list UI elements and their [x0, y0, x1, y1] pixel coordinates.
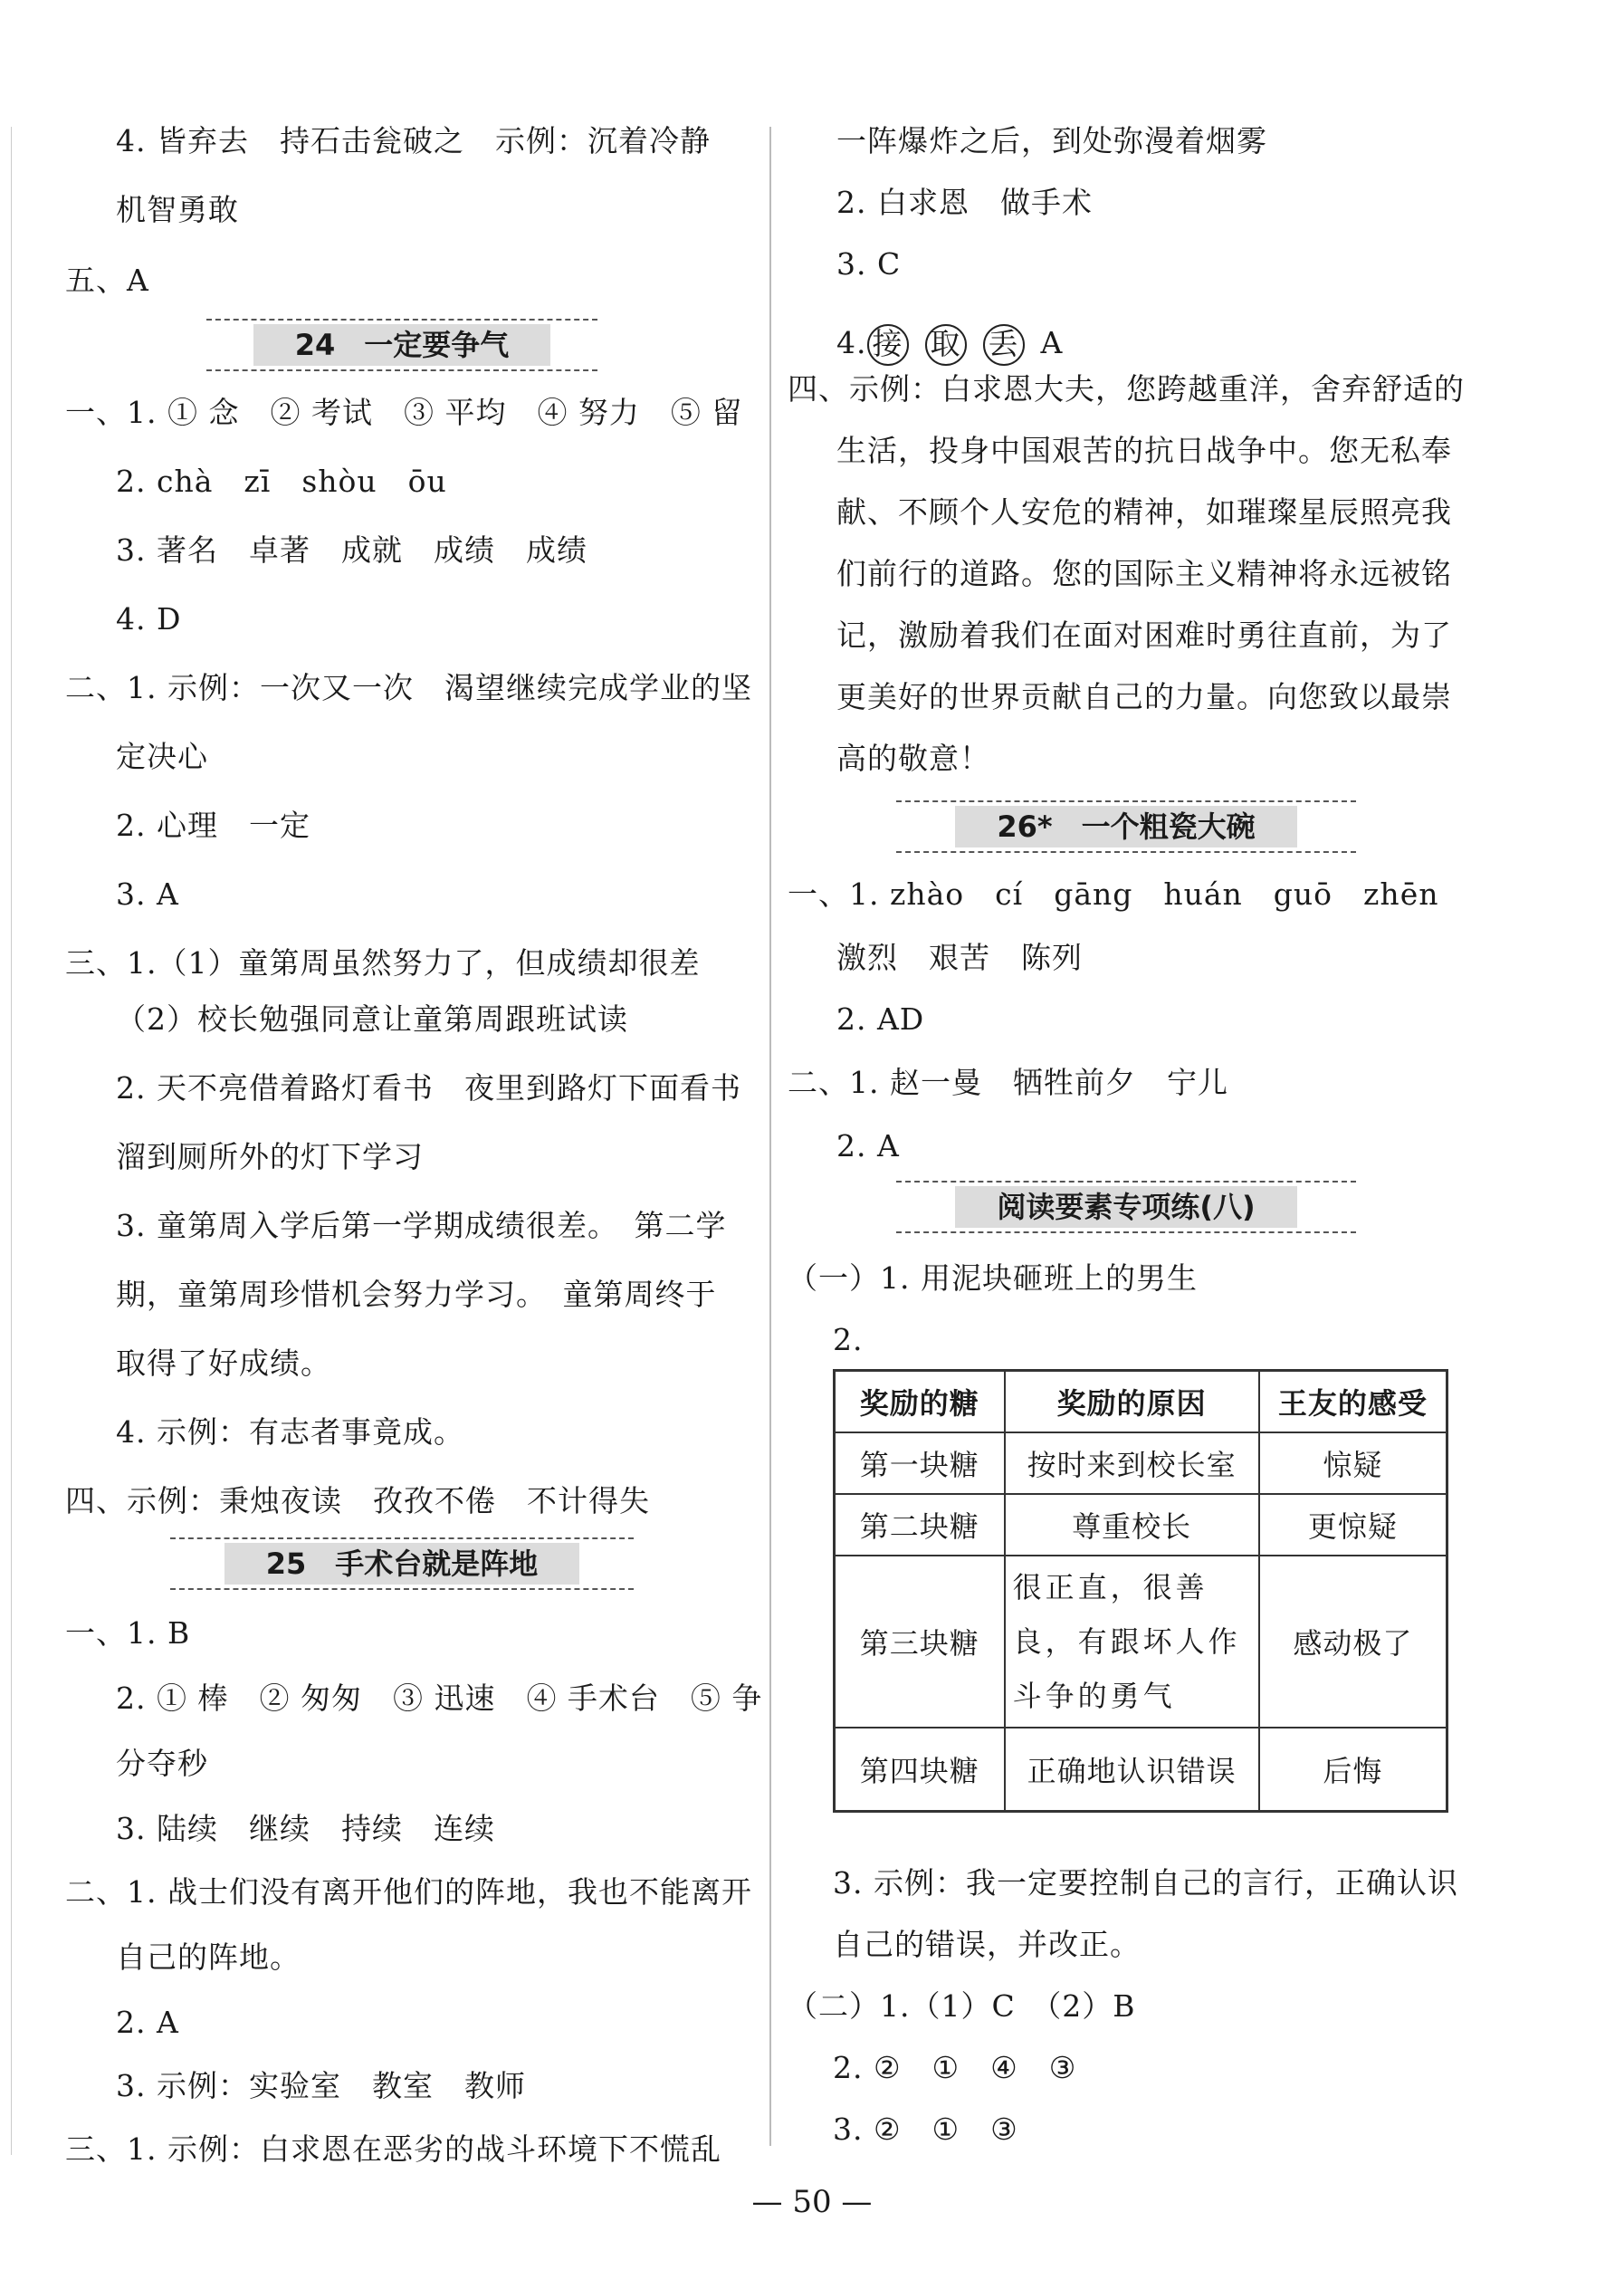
answer-line: 自己的错误，并改正。 — [833, 1927, 1141, 1962]
answer-line: 2. 白求恩 做手术 — [836, 185, 1093, 220]
answer-line: 3. 示例：实验室 教室 教师 — [116, 2068, 526, 2103]
table-cell: 感动极了 — [1259, 1556, 1447, 1728]
answer-line: 2. 心理 一定 — [116, 808, 310, 843]
answer-line: 4. D — [116, 601, 182, 637]
item-answer: A — [1040, 325, 1064, 360]
answer-line: 分夺秒 — [116, 1746, 208, 1781]
answer-line: 献、不顾个人安危的精神，如璀璨星辰照亮我 — [836, 494, 1452, 530]
answer-line: 4. 皆弃去 持石击瓮破之 示例：沉着冷静 — [116, 123, 711, 158]
answer-line: 更美好的世界贡献自己的力量。向您致以最崇 — [836, 679, 1452, 714]
table-cell: 第三块糖 — [835, 1556, 1005, 1728]
section-heading-label: 25 手术台就是阵地 — [224, 1543, 580, 1585]
answer-line: 取得了好成绩。 — [116, 1345, 331, 1381]
table-cell: 后悔 — [1259, 1728, 1447, 1812]
answer-line: 机智勇敢 — [116, 192, 239, 227]
section-heading-24 — [206, 319, 597, 371]
answer-line: 自己的阵地。 — [116, 1939, 301, 1975]
answer-line: 2. ② ① ④ ③ — [833, 2050, 1077, 2085]
table-cell: 惊疑 — [1259, 1432, 1447, 1494]
answer-line: 2. ① 棒 ② 匆匆 ③ 迅速 ④ 手术台 ⑤ 争 — [116, 1681, 763, 1716]
answer-line: 溜到厕所外的灯下学习 — [116, 1139, 424, 1174]
answer-line: 生活，投身中国艰苦的抗日战争中。您无私奉 — [836, 433, 1452, 468]
answer-line: 高的敬意！ — [836, 741, 990, 776]
section-heading-25 — [170, 1537, 634, 1590]
answer-line: 五、A — [65, 263, 149, 298]
answer-line: 记，激励着我们在面对困难时勇往直前，为了 — [836, 618, 1452, 653]
section-heading-label: 24 一定要争气 — [253, 324, 551, 366]
answer-line: 3. 陆续 继续 持续 连续 — [116, 1811, 495, 1846]
candy-reward-table — [833, 1369, 1448, 1813]
table-cell: 更惊疑 — [1259, 1494, 1447, 1556]
answer-line: 激烈 艰苦 陈列 — [836, 940, 1083, 975]
item-prefix: 4. — [836, 325, 867, 360]
answer-line: 三、1. 示例：白求恩在恶劣的战斗环境下不慌乱 — [65, 2131, 721, 2167]
table-header-row — [835, 1371, 1447, 1433]
answer-line: 3. 童第周入学后第一学期成绩很差。 第二学 — [116, 1208, 727, 1243]
circled-char: 取 — [925, 324, 967, 366]
answer-line: 二、1. 示例：一次又一次 渴望继续完成学业的坚 — [65, 670, 752, 705]
table-cell: 第二块糖 — [835, 1494, 1005, 1556]
answer-line: 3. 示例：我一定要控制自己的言行，正确认识 — [833, 1865, 1458, 1901]
answer-line: 期，童第周珍惜机会努力学习。 童第周终于 — [116, 1277, 717, 1312]
answer-line: 2. A — [836, 1128, 900, 1163]
table-header-cell: 奖励的糖 — [835, 1371, 1005, 1433]
section-heading-26 — [896, 800, 1356, 853]
answer-line: 2. chà zī shòu ōu — [116, 464, 447, 499]
answer-line: 2. A — [116, 2005, 179, 2040]
answer-line: 二、1. 赵一曼 牺牲前夕 宁儿 — [788, 1065, 1228, 1100]
answer-line: 三、1.（1）童第周虽然努力了，但成绩却很差 — [65, 945, 701, 981]
answer-line: 2. AD — [836, 1001, 925, 1037]
page-number: — 50 — — [751, 2184, 873, 2220]
table-cell: 第四块糖 — [835, 1728, 1005, 1812]
answer-line: 4. 示例：有志者事竟成。 — [116, 1414, 464, 1450]
table-row — [835, 1494, 1447, 1556]
column-divider — [769, 127, 771, 2146]
circled-char: 丢 — [983, 324, 1025, 366]
answer-line: 一、1. B — [65, 1615, 191, 1651]
answer-line: 一、1. ① 念 ② 考试 ③ 平均 ④ 努力 ⑤ 留 — [65, 395, 743, 430]
answer-line: 3. 著名 卓著 成就 成绩 成绩 — [116, 532, 588, 568]
section-heading-label: 26* 一个粗瓷大碗 — [955, 806, 1296, 847]
answer-line: 二、1. 战士们没有离开他们的阵地，我也不能离开 — [65, 1874, 752, 1910]
table-cell: 正确地认识错误 — [1005, 1728, 1259, 1812]
answer-line: 们前行的道路。您的国际主义精神将永远被铭 — [836, 556, 1452, 591]
table-cell: 第一块糖 — [835, 1432, 1005, 1494]
answer-line: 定决心 — [116, 739, 208, 774]
left-margin-rule — [11, 127, 12, 2155]
table-cell: 按时来到校长室 — [1005, 1432, 1259, 1494]
answer-line: （二）1.（1）C （2）B — [788, 1988, 1136, 2024]
answer-line-circled — [836, 324, 1063, 366]
answer-line: 2. 天不亮借着路灯看书 夜里到路灯下面看书 — [116, 1070, 741, 1106]
table-row — [835, 1728, 1447, 1812]
answer-line: （2）校长勉强同意让童第周跟班试读 — [116, 1001, 628, 1037]
answer-line: 3. C — [836, 246, 902, 282]
answer-line: 四、示例：秉烛夜读 孜孜不倦 不计得失 — [65, 1483, 650, 1518]
table-cell: 尊重校长 — [1005, 1494, 1259, 1556]
answer-line: 一阵爆炸之后，到处弥漫着烟雾 — [836, 123, 1267, 158]
answer-line: 3. ② ① ③ — [833, 2111, 1018, 2147]
table-row — [835, 1432, 1447, 1494]
section-heading-label: 阅读要素专项练(八) — [955, 1186, 1296, 1228]
answer-line: 3. A — [116, 876, 179, 912]
answer-line: 四、示例：白求恩大夫，您跨越重洋，舍弃舒适的 — [788, 371, 1465, 407]
table-cell: 很正直，很善良，有跟坏人作斗争的勇气 — [1005, 1556, 1259, 1728]
answer-line: 2. — [833, 1322, 864, 1357]
section-heading-reading — [896, 1181, 1356, 1233]
circled-char: 接 — [867, 324, 909, 366]
table-row — [835, 1556, 1447, 1728]
table-header-cell: 奖励的原因 — [1005, 1371, 1259, 1433]
answer-line: （一）1. 用泥块砸班上的男生 — [788, 1260, 1198, 1296]
table-header-cell: 王友的感受 — [1259, 1371, 1447, 1433]
answer-line: 一、1. zhào cí gāng huán guō zhēn — [788, 876, 1439, 912]
